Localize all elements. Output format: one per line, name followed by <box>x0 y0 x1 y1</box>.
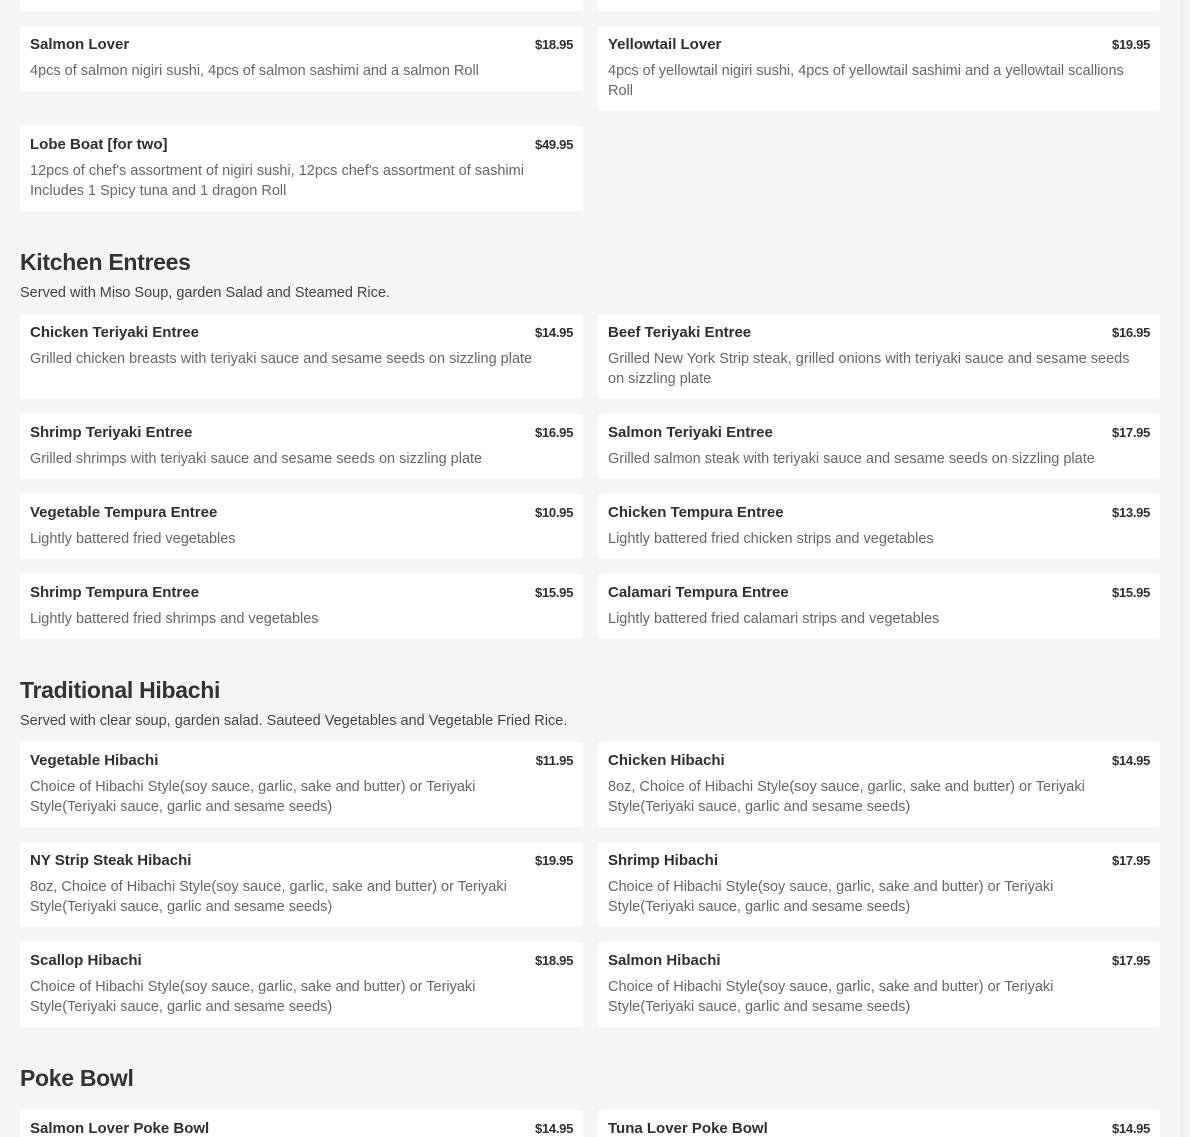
menu-item-card[interactable] <box>598 842 1160 927</box>
item-name: Vegetable Tempura Entree <box>30 504 218 521</box>
item-name: Shrimp Hibachi <box>608 852 719 869</box>
menu-item-card[interactable] <box>20 842 583 927</box>
section-title: Poke Bowl <box>20 1065 134 1091</box>
menu-item-card[interactable] <box>20 126 583 211</box>
item-description: 4pcs of salmon nigiri sushi, 4pcs of salmon sashimi and a salmon Roll <box>30 63 479 79</box>
item-price: $17.95 <box>1112 425 1150 440</box>
item-name: Chicken Tempura Entree <box>608 504 784 521</box>
item-name: Chicken Teriyaki Entree <box>30 324 199 341</box>
item-name: NY Strip Steak Hibachi <box>30 852 192 869</box>
item-description: Lightly battered fried shrimps and vegetables <box>30 611 319 627</box>
item-name: Beef Teriyaki Entree <box>608 324 752 341</box>
item-description: Lightly battered fried vegetables <box>30 531 236 547</box>
menu-item-card[interactable] <box>20 314 583 399</box>
item-name: Scallop Hibachi <box>30 952 142 969</box>
item-description: Grilled New York Strip steak, grilled onions with teriyaki sauce and sesame seeds on sizzling plate <box>608 351 1130 387</box>
item-price: $19.95 <box>535 853 573 868</box>
menu-item-card[interactable] <box>20 742 583 827</box>
item-price: $15.95 <box>1112 585 1150 600</box>
item-price: $17.95 <box>1112 853 1150 868</box>
section-subtitle: Served with Miso Soup, garden Salad and Steamed Rice. <box>20 285 390 301</box>
item-description: 8oz, Choice of Hibachi Style(soy sauce, garlic, sake and butter) or Teriyaki Style(Teriyaki sauce, garlic and sesame seeds) <box>608 779 1085 815</box>
item-price: $14.95 <box>1112 1121 1150 1136</box>
item-price: $14.95 <box>1112 753 1150 768</box>
item-name: Salmon Hibachi <box>608 952 721 969</box>
item-price: $13.95 <box>1112 505 1150 520</box>
menu-item-card[interactable] <box>20 26 583 91</box>
item-price: $16.95 <box>1112 325 1150 340</box>
item-name: Lobe Boat [for two] <box>30 136 168 153</box>
item-price: $14.95 <box>535 1121 573 1136</box>
item-price: $14.95 <box>535 325 573 340</box>
menu-item-card[interactable] <box>598 314 1160 399</box>
menu-item-card[interactable] <box>598 942 1160 1027</box>
item-description: Choice of Hibachi Style(soy sauce, garlic, sake and butter) or Teriyaki Style(Teriyaki sauce, garlic and sesame seeds) <box>608 879 1054 915</box>
item-description: 4pcs of yellowtail nigiri sushi, 4pcs of yellowtail sashimi and a yellowtail scallions Roll <box>608 63 1124 99</box>
item-description: Lightly battered fried chicken strips and vegetables <box>608 531 934 547</box>
item-description: Choice of Hibachi Style(soy sauce, garlic, sake and butter) or Teriyaki Style(Teriyaki sauce, garlic and sesame seeds) <box>30 979 476 1015</box>
item-description: Grilled shrimps with teriyaki sauce and sesame seeds on sizzling plate <box>30 451 483 467</box>
item-name: Vegetable Hibachi <box>30 752 159 769</box>
item-price: $16.95 <box>535 425 573 440</box>
item-name: Calamari Tempura Entree <box>608 584 789 601</box>
menu-item-card[interactable] <box>20 414 583 479</box>
menu-item-card[interactable] <box>20 494 583 559</box>
item-price: $19.95 <box>1112 37 1150 52</box>
item-name: Shrimp Tempura Entree <box>30 584 199 601</box>
item-price: $18.95 <box>535 953 573 968</box>
item-name: Salmon Teriyaki Entree <box>608 424 773 441</box>
menu-item-card[interactable] <box>598 574 1160 639</box>
menu-item-card[interactable] <box>20 942 583 1027</box>
scrollbar[interactable] <box>1180 0 1190 1137</box>
menu-item-card[interactable] <box>20 1110 583 1137</box>
menu-item-card-partial[interactable] <box>20 0 583 11</box>
item-description: 12pcs of chef's assortment of nigiri sushi, 12pcs chef's assortment of sashimi Includes 1 Spicy tuna and 1 dragon Roll <box>30 163 524 199</box>
item-description: Lightly battered fried calamari strips and vegetables <box>608 611 940 627</box>
item-name: Yellowtail Lover <box>608 36 722 53</box>
menu-item-card[interactable] <box>598 1110 1160 1137</box>
item-description: Grilled salmon steak with teriyaki sauce and sesame seeds on sizzling plate <box>608 451 1095 467</box>
item-name: Salmon Lover <box>30 36 130 53</box>
item-price: $18.95 <box>535 37 573 52</box>
item-name: Chicken Hibachi <box>608 752 725 769</box>
item-description: Choice of Hibachi Style(soy sauce, garlic, sake and butter) or Teriyaki Style(Teriyaki sauce, garlic and sesame seeds) <box>608 979 1054 1015</box>
item-description: 8oz, Choice of Hibachi Style(soy sauce, garlic, sake and butter) or Teriyaki Style(Teriyaki sauce, garlic and sesame seeds) <box>30 879 507 915</box>
section-subtitle: Served with clear soup, garden salad. Sauteed Vegetables and Vegetable Fried Rice. <box>20 713 568 729</box>
item-name: Salmon Lover Poke Bowl <box>30 1120 210 1137</box>
item-price: $10.95 <box>535 505 573 520</box>
item-name: Shrimp Teriyaki Entree <box>30 424 193 441</box>
item-price: $15.95 <box>535 585 573 600</box>
section-title: Traditional Hibachi <box>20 677 221 703</box>
menu-item-card[interactable] <box>598 26 1160 111</box>
item-name: Tuna Lover Poke Bowl <box>608 1120 768 1137</box>
section-title: Kitchen Entrees <box>20 249 191 275</box>
menu-item-card[interactable] <box>20 574 583 639</box>
item-description: Grilled chicken breasts with teriyaki sauce and sesame seeds on sizzling plate <box>30 351 533 367</box>
menu-item-card[interactable] <box>598 742 1160 827</box>
menu-item-card[interactable] <box>598 414 1160 479</box>
menu-item-card-partial[interactable] <box>598 0 1160 11</box>
menu-item-card[interactable] <box>598 494 1160 559</box>
item-price: $49.95 <box>535 137 573 152</box>
item-description: Choice of Hibachi Style(soy sauce, garlic, sake and butter) or Teriyaki Style(Teriyaki sauce, garlic and sesame seeds) <box>30 779 476 815</box>
item-price: $11.95 <box>535 753 573 768</box>
item-price: $17.95 <box>1112 953 1150 968</box>
